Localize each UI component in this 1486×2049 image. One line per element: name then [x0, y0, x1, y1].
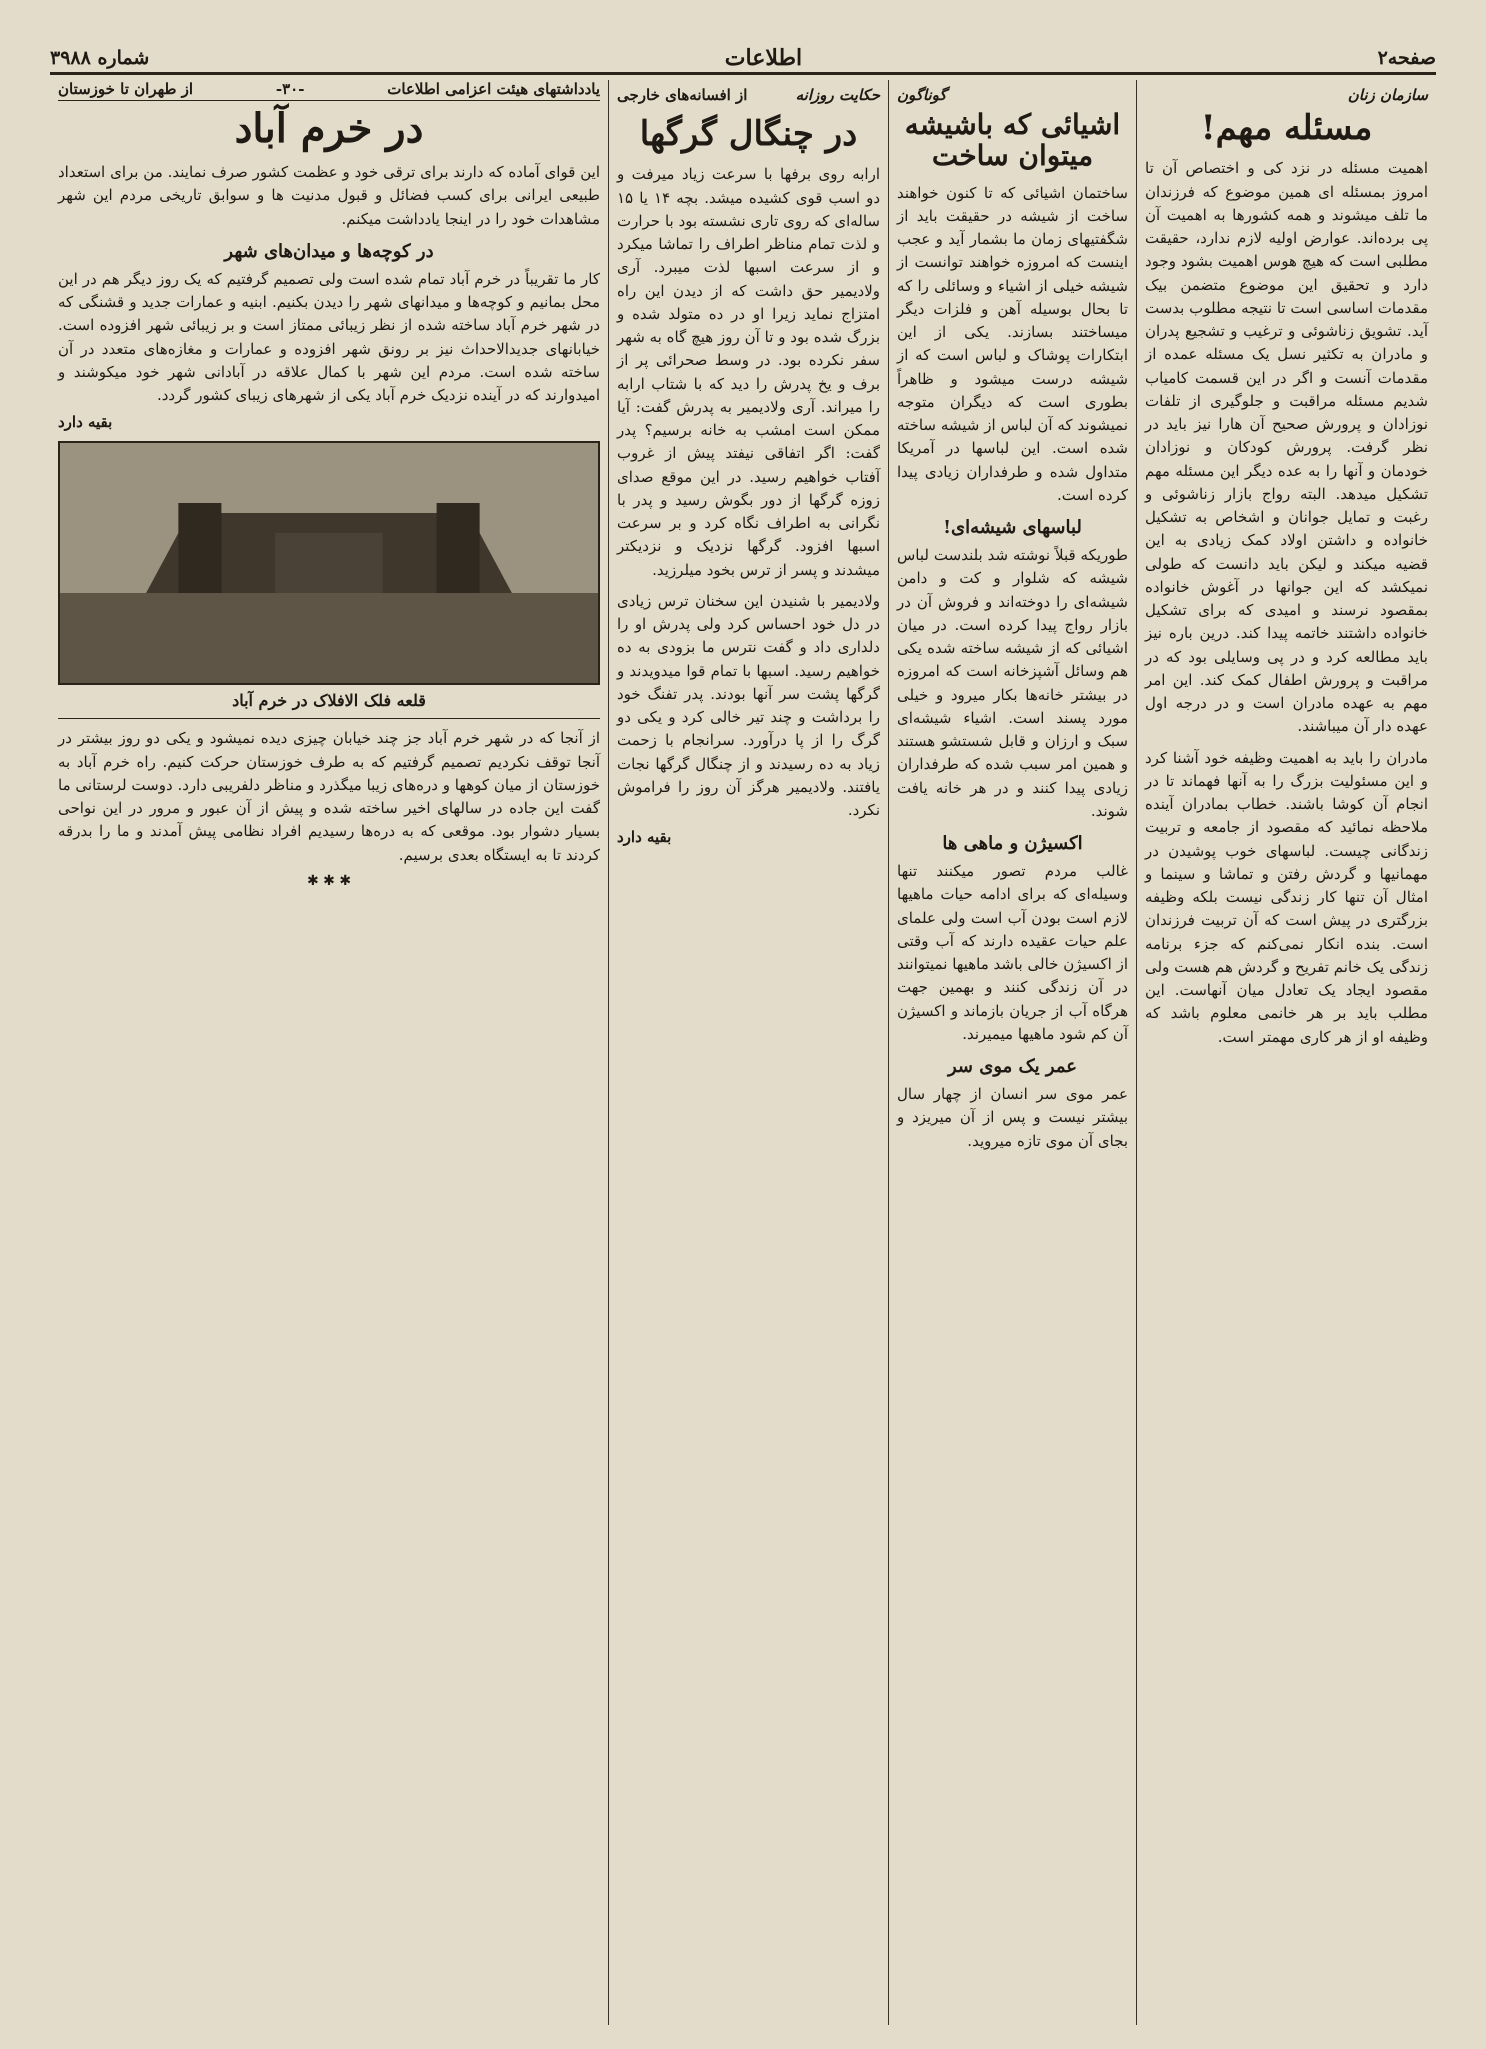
column-travel [50, 80, 608, 2025]
headline-wolves: در چنگال گرگها [639, 114, 858, 154]
section-label-women: سازمان زنان [1347, 86, 1428, 104]
section-label-misc: گوناگون [897, 86, 947, 104]
subhead-streets-squares: در کوچه‌ها و میدان‌های شهر [224, 240, 434, 262]
section-label-story: حکایت روزانه [795, 86, 880, 104]
to-be-continued: بقیه دارد [617, 828, 672, 847]
article-body: ساختمان اشیائی که تا کنون خواهند ساخت از شیشه در حقیقت باید از شگفتیهای زمان ما بشمار آید و عجب اینست که امروزه خواهند توانست از شیشه خیلی از اشیاء و وسائلی را که تا بحال بوسیله آهن و فلزات دیگر میساختند بسازند. یکی از این ابتکارات پوشاک و لباس است که از شیشه درست میشود و ظاهراً بطوری است که دیگران متوجه نمیشوند که آن لباس از شیشه ساخته شده است. این لباسها در آمریکا متداول شده و طرفداران زیادی پیدا کرده است. [897, 183, 1128, 504]
subhead-glass-clothing: لباسهای شیشه‌ای! [943, 517, 1082, 539]
section-label-foreign: از افسانه‌های خارجی [617, 86, 748, 104]
article-body-continued: از آنجا که در شهر خرم آباد جز چند خیابان چیزی دیده نمیشود و یکی دو روز بیشتر در آنجا توقف نکردیم تصمیم گرفتیم که به طرف خوزستان حرکت کنیم. راه خرم آباد به خوزستان از میان کوهها و دره‌های زیبا میگذرد و مناظر دلفریبی دارد. دوست لرستانی ما گفت این جاده در سالهای اخیر ساخته شده و پیش از آن عبور و مرور در این نواحی بسیار دشوار بود. موقعی که به دره‌ها رسیدیم افراد نظامی پیش آمدند و ما را بدرقه کردند تا به ایستگاه بعدی برسیم. [58, 729, 601, 864]
article-intro: این قوای آماده که دارند برای ترقی خود و عظمت کشور صرف نمایند. من برای استعداد طبیعی ایرانی برای کسب فضائل و قبول مدنیت ها و سوابق تاریخی مردم این شهر مشاهدات خود را در اینجا یادداشت میکنم. [58, 163, 600, 228]
article-body-continued: ولادیمیر با شنیدن این سخنان ترس زیادی در دل خود احساس کرد ولی پدرش او را دلداری داد و گفت نترس ما بزودی به ده خواهیم رسید. اسبها با تمام قوا میدویدند و گرگها پشت سر آنها بودند. پدر تفنگ خود را برداشت و چند تیر خالی کرد و یکی دو گرگ را از پا درآورد. سرانجام با زحمت زیاد به ده رسیدند و از چنگال گرگها نجات یافتند. ولادیمیر هرگز آن روز را فراموش نکرد. [617, 591, 880, 820]
headline-important-issue: مسئله مهم! [1200, 108, 1373, 148]
photo-caption: قلعه فلک الافلاک در خرم آباد [232, 691, 426, 711]
column-story [608, 80, 888, 2025]
castle-illustration [60, 443, 598, 683]
castle-photo [58, 441, 600, 685]
subhead-hair-life: عمر یک موی سر [947, 1056, 1078, 1078]
article-body-continued: مادران را باید به اهمیت وظیفه خود آشنا کرد و این مسئولیت بزرگ را به آنها فهماند تا در انجام آن کوشا باشند. خطاب بمادران آینده ملاحظه نمائید که مقصود از جامعه و تربیت زندگانی چیست. لباسهای خوب پوشیدن در مهمانیها و گردش رفتن و تماشا و سینما و امثال آن تنها کار زندگی نیست بلکه وظیفه بزرگتری در پیش است که آن تربیت فرزندان است. بنده انکار نمی‌کنم که جزء برنامه زندگی یک خانم تفریح و گردش هم هست ولی مقصود ایجاد یک تعادل میان آنهاست. این مطلب باید بر هر خانمی معلوم باشد که وظیفه او از هر کاری مهمتر است. [1145, 748, 1428, 1046]
travel-diary-label: یادداشتهای هیئت اعزامی اطلاعات [387, 80, 600, 98]
headline-glass-objects: اشیائی که باشیشه میتوان ساخت [904, 108, 1121, 172]
article-body: کار ما تقریباً در خرم آباد تمام شده است ولی تصمیم گرفتیم که یک روز دیگر هم در این محل بمانیم و کوچه‌ها و میدانهای شهر را دیدن بکنیم. ابنیه و عمارات جدید و قشنگی که در شهر خرم آباد ساخته شده از نظر زیبائی ممتاز است و بر زیبائی شهر افزوده است. خیابانهای جدیدالاحداث نیز بر رونق شهر افزوده و عمارات و مغازه‌های متعدد در آن ساخته شده است. مردم این شهر با کمال علاقه در آبادانی شهر خود میکوشند و امیدوارند که در آینده نزدیک خرم آباد یکی از شهرهای زیبای کشور گردد. [58, 269, 600, 404]
separator-stars: ✱ ✱ ✱ [306, 872, 352, 889]
article-body: غالب مردم تصور میکنند تنها وسیله‌ای که برای ادامه حیات ماهیها لازم است بودن آب است ولی علمای علم حیات عقیده دارند که آب وقتی از اکسیژن خالی باشد ماهیها نمیتوانند در آن زندگی کنند و بهمین جهت هرگاه آب از جریان بازماند و اکسیژن آن کم شود ماهیها میمیرند. [897, 862, 1128, 1043]
headline-khorramabad: در خرم آباد [234, 105, 424, 152]
article-body: ارابه روی برفها با سرعت زیاد میرفت و دو اسب قوی کشیده میشد. بچه ۱۴ یا ۱۵ ساله‌ای که روی تاری نشسته بود با حرارت و لذت تمام مناظر اطراف را تماشا میکرد و از سرعت اسبها لذت میبرد. آری ولادیمیر حق داشت که از دیدن این راه امتزاج نماید زیرا او در ده متولد شده و بزرگ شده بود و تا آن روز هیچ گاه به شهر سفر نکرده بود. در وسط صحرائی پر از برف و یخ پدرش را دید که با شتاب ارابه را میراند. آری ولادیمیر به پدرش گفت: آیا ممکن است امشب به خانه برسیم؟ پدر گفت: اگر اتفاقی نیفتد پیش از غروب آفتاب خواهیم رسید. در این موقع صدای زوزه گرگها از دور بگوش رسید و پدر با نگرانی به اطراف نگاه کرد و بر سرعت اسبها افزود. گرگها نزدیک و نزدیکتر میشدند و پسر از ترس بخود میلرزید. [617, 165, 881, 579]
to-be-continued: بقیه دارد [58, 413, 113, 432]
masthead [50, 44, 1436, 75]
article-body: عمر موی سر انسان از چهار سال بیشتر نیست و پس از آن میریزد و بجای آن موی تازه میروید. [897, 1085, 1128, 1150]
column-misc [888, 80, 1136, 2025]
page-number: صفحه۲ [1377, 47, 1436, 69]
travel-number: -۳۰- [275, 80, 305, 98]
paper-name: اطلاعات [724, 45, 803, 71]
column-women [1136, 80, 1436, 2025]
article-body: اهمیت مسئله در نزد کی و اختصاص آن تا امروز بمسئله ای همین موضوع که فرزندان ما تلف میشوند و همه کشورها به اهمیت آن پی برده‌اند. عوارض اولیه لازم ندارد، حقیقت مطلبی است که هیچ هوس اهمیت بشود وجود دارد و تحقیق این موضوع متضمن بیک مقدمات اساسی است تا نتیجه مطلوب بدست آید. تشویق زناشوئی و ترغیب و تشجیع پدران و مادران به تکثیر نسل یک مسئله عمده از مقدمات آنست و اگر در این قسمت کامیاب شدیم مسئله مراقبت و جلوگیری از تلفات نوزادان و پرورش صحیح آن هارا نیز باید در نظر گرفت. پرورش کودکان و نوزادان خودمان و آنها را به عده دیگر این مسئله مهم تشکیل میدهد. البته رواج بازار زناشوئی و رغبت و تمایل جوانان و اشخاص به تشکیل خانواده و داشتن اولاد کمک زیادی به این قضیه میکند و لیکن باید دانست که طولی نمیکشد که این جوانها در آغوش خانواده بمقصود نرسند و امیدی که برای تشکیل خانواده داشتند خاتمه پیدا کند. درین باره نیز باید مطالعه کرد و در پی وسایلی بود که در مراقبت و پرورش اطفال کمک کند. این امر مهم به عهده مادران است و در درجه اول عهده دار آن میباشند. [1145, 159, 1428, 736]
issue-number: شماره ۳۹۸۸ [50, 47, 150, 69]
article-body: طوریکه قبلاً نوشته شد بلندست لباس شیشه که شلوار و کت و دامن شیشه‌ای را دوخته‌اند و فروش آن در بازار رواج پیدا کرده است. در میان اشیائی که از شیشه ساخته شده یکی هم وسائل آشپزخانه است که امروزه در بیشتر خانه‌ها بکار میرود و خیلی مورد پسند است. اشیاء شیشه‌ای سبک و ارزان و قابل شستشو هستند و همین امر سبب شده که طرفداران زیادی پیدا کنند و در هر خانه یافت شوند. [897, 546, 1128, 820]
subhead-oxygen-fish: اکسیژن و ماهی ها [942, 833, 1083, 855]
travel-route-label: از طهران تا خوزستان [58, 80, 194, 98]
